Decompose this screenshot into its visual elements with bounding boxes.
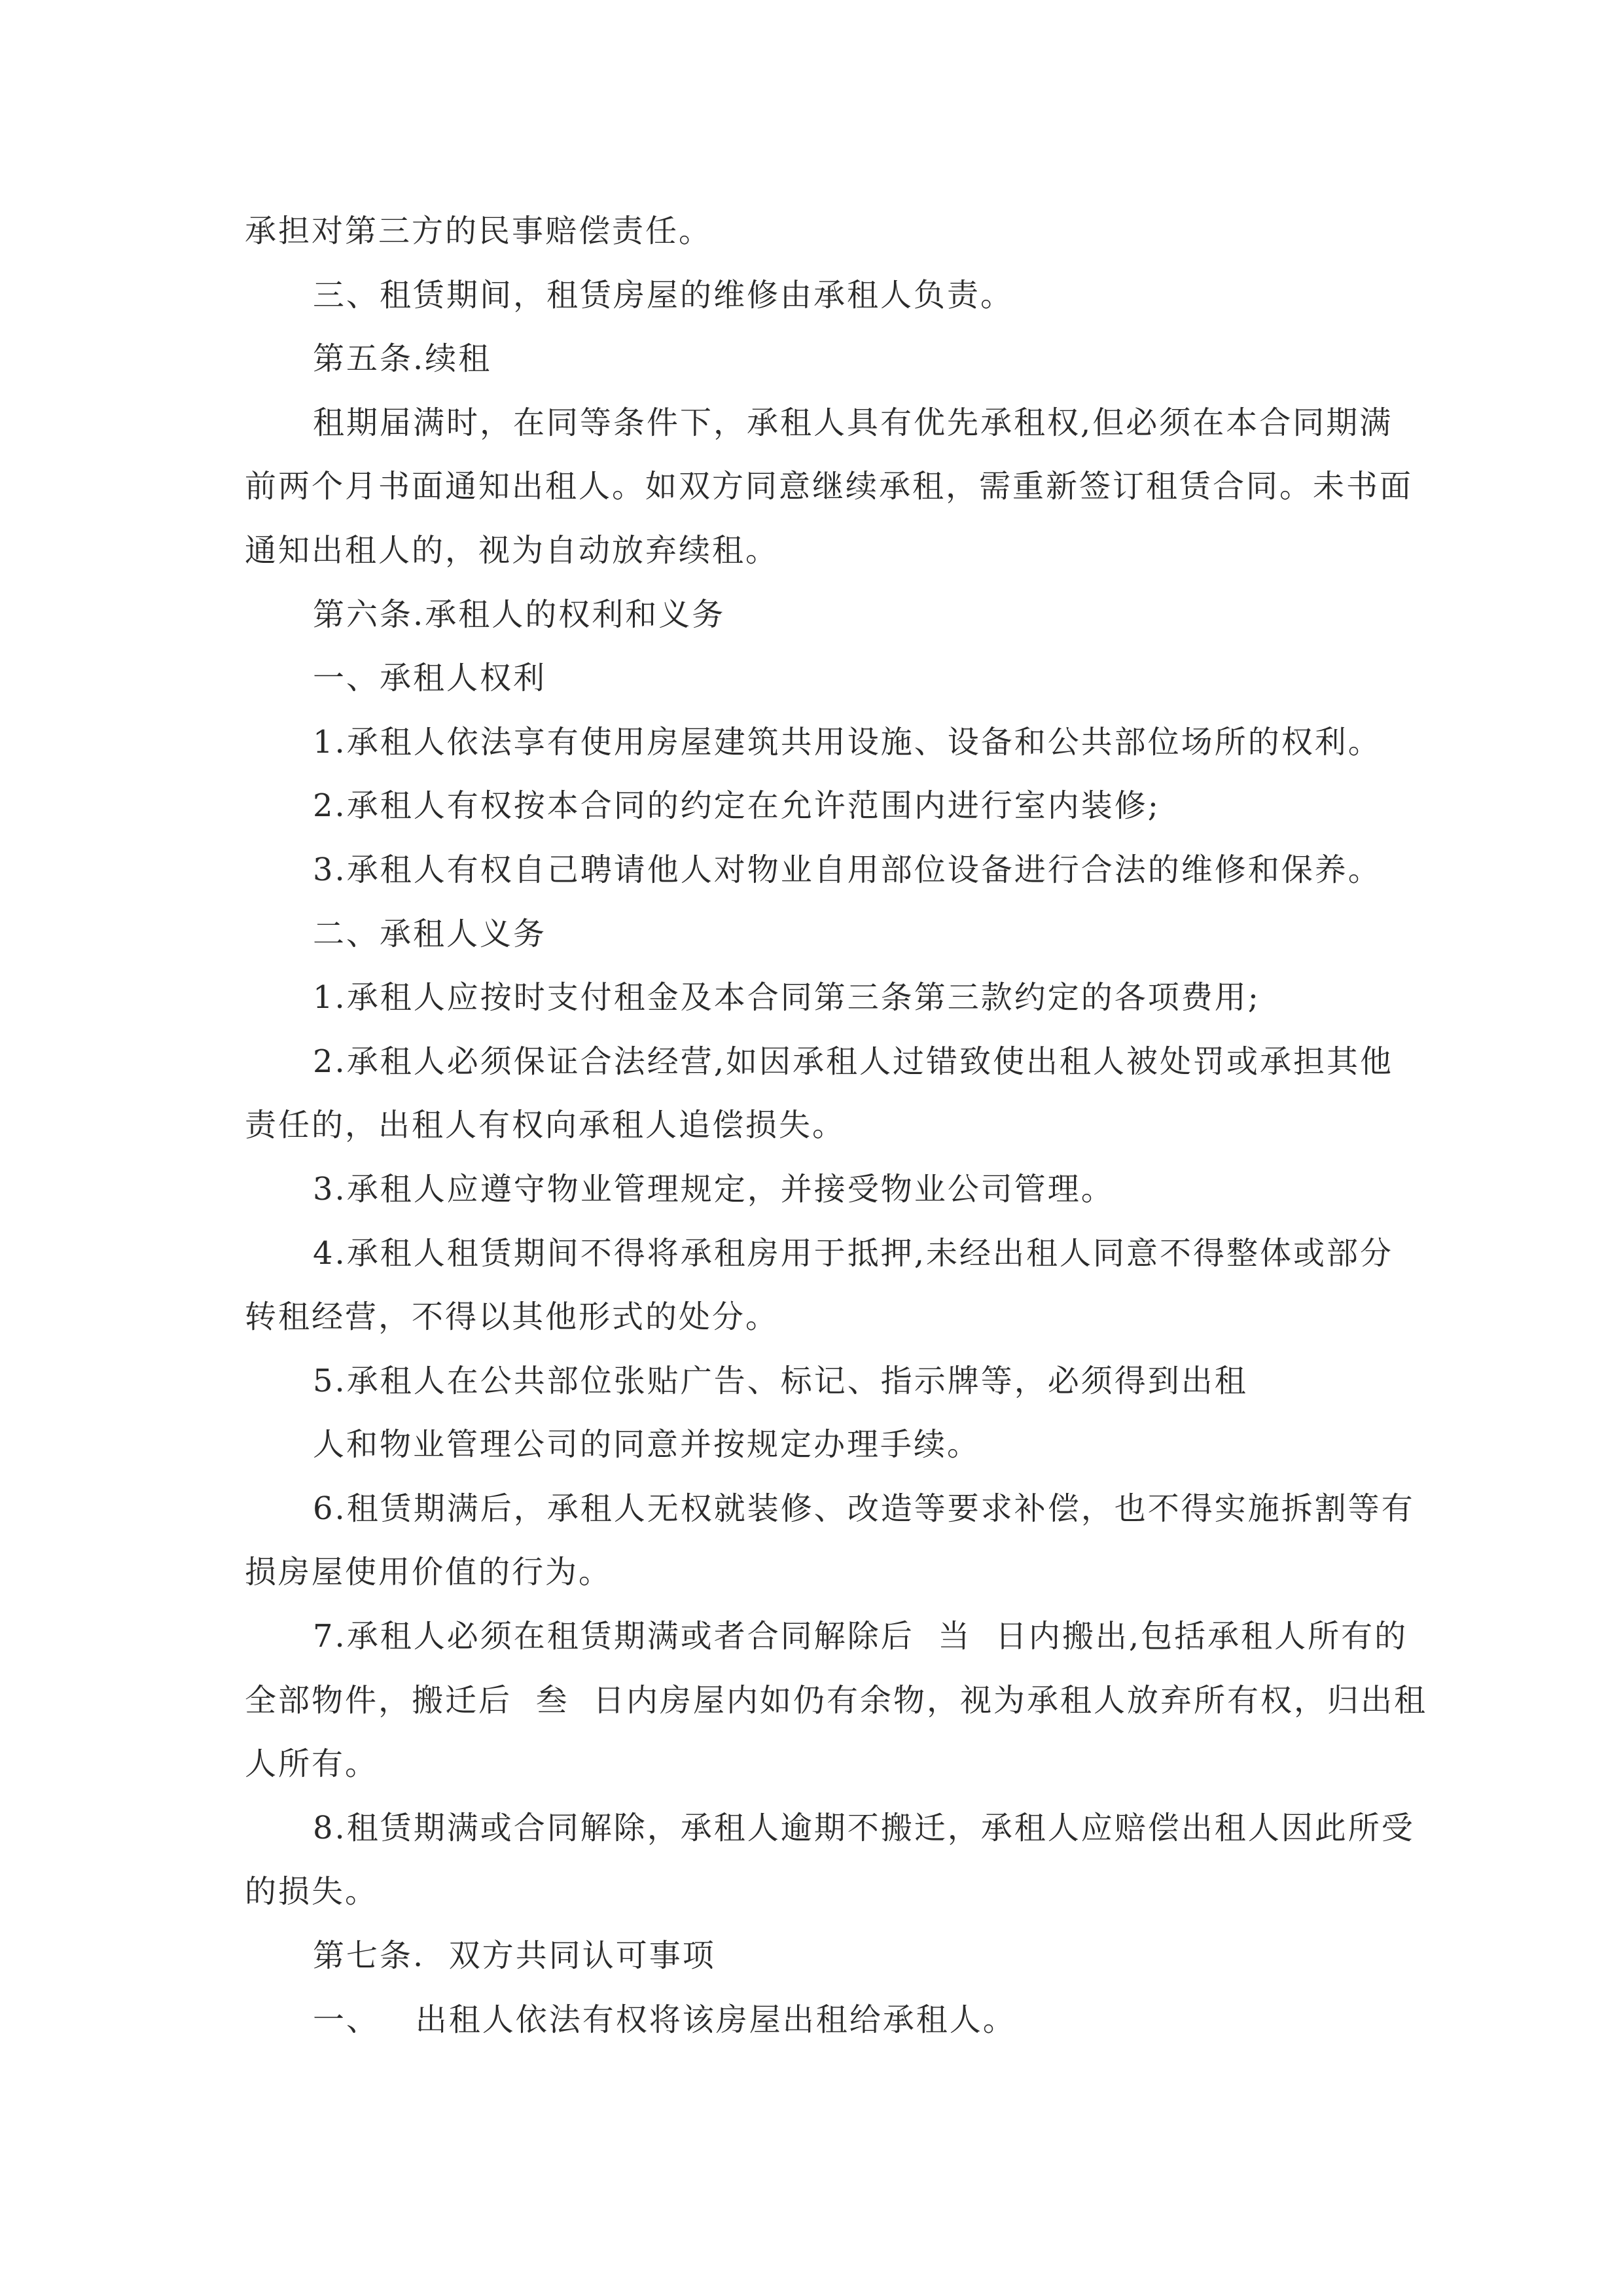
subsection-heading: 一、承租人权利 bbox=[313, 660, 547, 697]
text-line: 三、租赁期间，租赁房屋的维修由承租人负责。 bbox=[313, 276, 1014, 314]
list-item: 2.承租人有权按本合同的约定在允许范围内进行室内装修; bbox=[313, 787, 1160, 825]
text-line: 通知出租人的，视为自动放弃续租。 bbox=[245, 531, 779, 569]
subsection-heading: 二、承租人义务 bbox=[313, 915, 547, 952]
text-line: 的损失。 bbox=[245, 1873, 379, 1910]
text-line: 转租经营，不得以其他形式的处分。 bbox=[245, 1299, 779, 1336]
text-line: 责任的，出租人有权向承租人追偿损失。 bbox=[245, 1107, 846, 1144]
text-line: 承担对第三方的民事赔偿责任。 bbox=[245, 213, 713, 249]
list-item: 2.承租人必须保证合法经营,如因承租人过错致使出租人被处罚或承担其他 bbox=[313, 1043, 1394, 1080]
section-heading: 第五条.续租 bbox=[313, 340, 492, 378]
list-item: 4.承租人租赁期间不得将承租房用于抵押,未经出租人同意不得整体或部分 bbox=[313, 1234, 1394, 1272]
text-line: 人和物业管理公司的同意并按规定办理手续。 bbox=[313, 1426, 981, 1463]
text-line: 全部物件，搬迁后 叁 日内房屋内如仍有余物，视为承租人放弃所有权，归出租 bbox=[245, 1681, 1428, 1719]
list-item: 8.租赁期满或合同解除，承租人逾期不搬迁，承租人应赔偿出租人因此所受 bbox=[313, 1809, 1415, 1846]
text-line: 租期届满时，在同等条件下，承租人具有优先承租权,但必须在本合同期满 bbox=[313, 404, 1393, 441]
list-item: 6.租赁期满后，承租人无权就装修、改造等要求补偿，也不得实施拆割等有 bbox=[313, 1490, 1415, 1527]
text-line: 损房屋使用价值的行为。 bbox=[245, 1554, 613, 1591]
list-item: 3.承租人有权自己聘请他人对物业自用部位设备进行合法的维修和保养。 bbox=[313, 851, 1382, 888]
section-heading: 第七条. 双方共同认可事项 bbox=[313, 1937, 716, 1975]
list-item: 5.承租人在公共部位张贴广告、标记、指示牌等，必须得到出租 bbox=[313, 1362, 1248, 1399]
list-item: 一、 出租人依法有权将该房屋出租给承租人。 bbox=[313, 2001, 1016, 2038]
text-line: 人所有。 bbox=[245, 1746, 379, 1783]
document-body bbox=[245, 208, 1428, 2060]
list-item: 1.承租人依法享有使用房屋建筑共用设施、设备和公共部位场所的权利。 bbox=[313, 723, 1382, 761]
list-item: 3.承租人应遵守物业管理规定，并接受物业公司管理。 bbox=[313, 1170, 1115, 1208]
text-line: 前两个月书面通知出租人。如双方同意继续承租，需重新签订租赁合同。未书面 bbox=[245, 468, 1414, 505]
list-item: 7.承租人必须在租赁期满或者合同解除后 当 日内搬出,包括承租人所有的 bbox=[313, 1618, 1408, 1655]
list-item: 1.承租人应按时支付租金及本合同第三条第三款约定的各项费用; bbox=[313, 979, 1260, 1016]
section-heading: 第六条.承租人的权利和义务 bbox=[313, 596, 726, 633]
